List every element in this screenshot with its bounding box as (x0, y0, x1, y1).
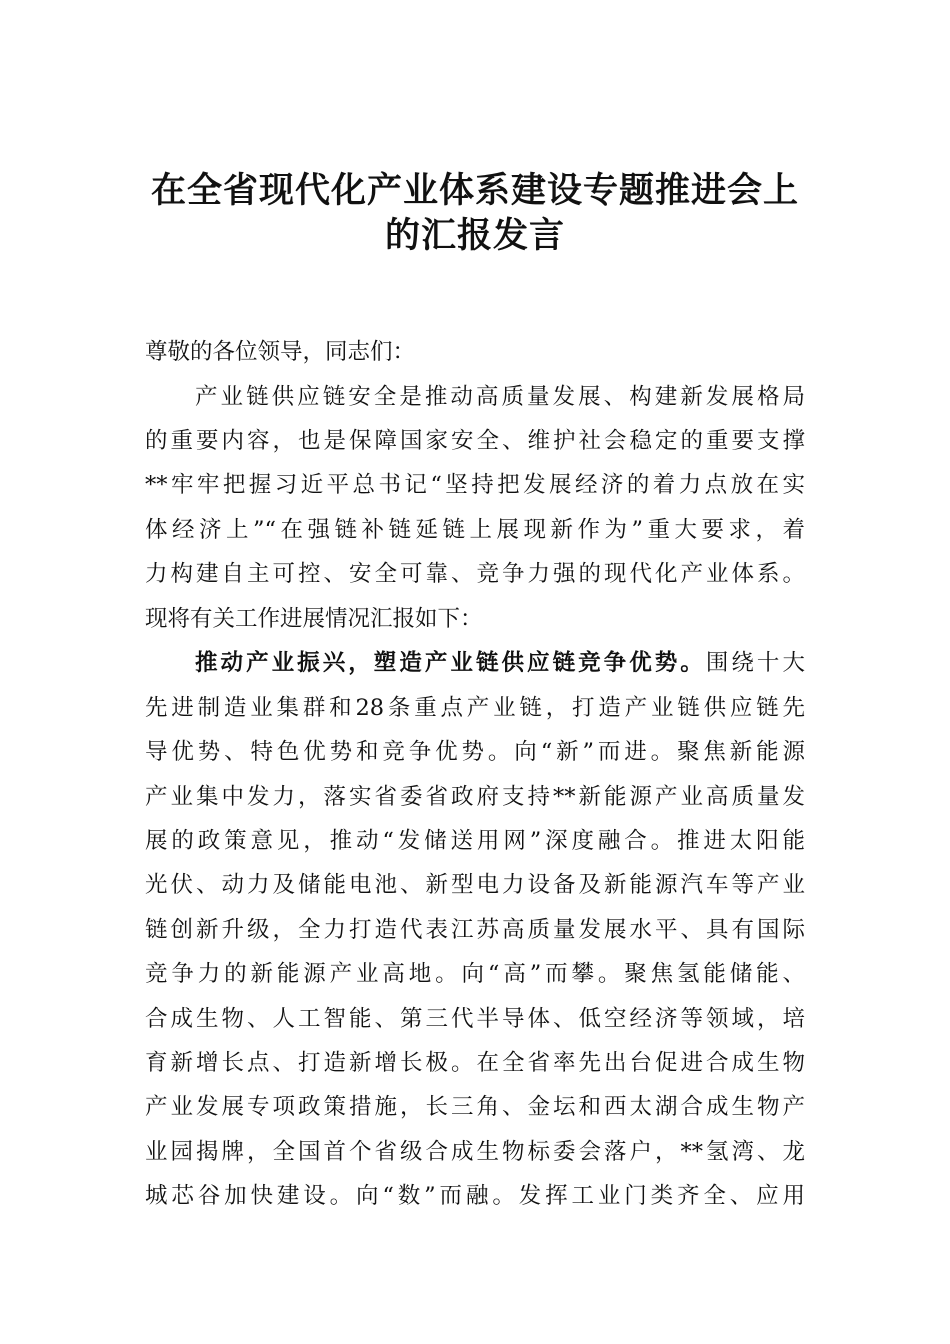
paragraph2-first-line (195, 646, 805, 680)
paragraph2-line: 产业集中发力，落实省委省政府支持**新能源产业高质量发 (145, 784, 805, 810)
paragraph2-line: 竞争力的新能源产业高地。向“高”而攀。聚焦氢能储能、 (145, 961, 805, 987)
paragraph2-line: 先进制造业集群和28条重点产业链，打造产业链供应链先 (145, 695, 805, 721)
paragraph2-first-tail: 围绕十大 (705, 650, 805, 676)
paragraph2-line: 光伏、动力及储能电池、新型电力设备及新能源汽车等产业 (145, 872, 805, 898)
paragraph2-line: 业园揭牌，全国首个省级合成生物标委会落户，**氢湾、龙 (145, 1139, 805, 1165)
paragraph2-line: 导优势、特色优势和竞争优势。向“新”而进。聚焦新能源 (145, 739, 805, 765)
paragraph2-line: 产业发展专项政策措施，长三角、金坛和西太湖合成生物产 (145, 1094, 805, 1120)
paragraph1-line: 产业链供应链安全是推动高质量发展、构建新发展格局 (195, 384, 805, 410)
paragraph1-line: 现将有关工作进展情况汇报如下： (145, 606, 483, 632)
paragraph2-line: 合成生物、人工智能、第三代半导体、低空经济等领域，培 (145, 1006, 805, 1032)
paragraph1-line: 的重要内容，也是保障国家安全、维护社会稳定的重要支撑 (145, 428, 805, 454)
document-title-line-1: 在全省现代化产业体系建设专题推进会上 (150, 171, 799, 211)
paragraph1-line: **牢牢把握习近平总书记“坚持把发展经济的着力点放在实 (145, 472, 805, 498)
salutation: 尊敬的各位领导，同志们： (145, 339, 416, 365)
paragraph2-line: 育新增长点、打造新增长极。在全省率先出台促进合成生物 (145, 1050, 805, 1076)
paragraph1-line: 体经济上”“在强链补链延链上展现新作为”重大要求，着 (145, 517, 805, 543)
paragraph2-line: 链创新升级，全力打造代表江苏高质量发展水平、具有国际 (145, 917, 805, 943)
paragraph1-line: 力构建自主可控、安全可靠、竞争力强的现代化产业体系。 (145, 561, 805, 587)
paragraph2-line: 展的政策意见，推动“发储送用网”深度融合。推进太阳能 (145, 828, 805, 854)
document-title-line-2: 的汇报发言 (384, 216, 565, 256)
paragraph2-heading: 推动产业振兴，塑造产业链供应链竞争优势。 (195, 650, 706, 676)
paragraph2-line: 城芯谷加快建设。向“数”而融。发挥工业门类齐全、应用 (145, 1183, 805, 1209)
